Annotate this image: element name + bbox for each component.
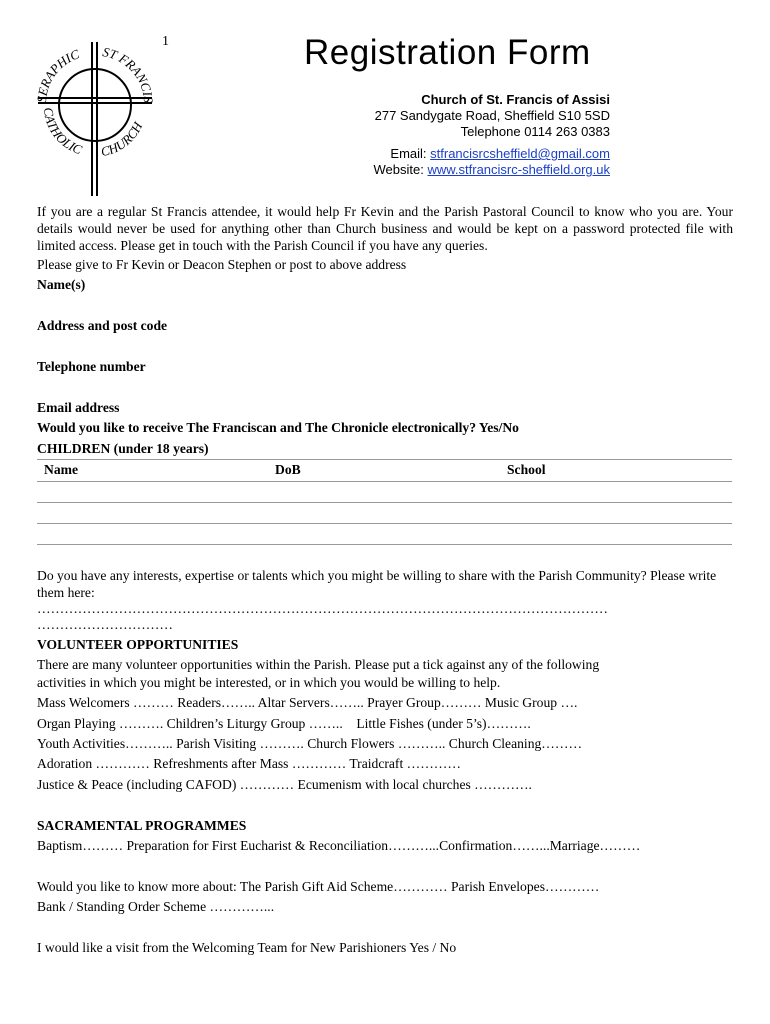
logo-text-bottom-left: CATHOLIC [40, 106, 85, 158]
interests-question: Do you have any interests, expertise or talents which you might be willing to share with the Parish Community? Please write them here: [37, 568, 717, 600]
address-label: Address and post code [37, 318, 168, 333]
interests-dots-line: ………………………… [37, 617, 173, 632]
volunteer-intro: activities in which you might be interested, or in which you would be willing to help. [37, 675, 501, 690]
email-label-field: Email address [37, 400, 120, 415]
page-title: Registration Form [304, 33, 591, 72]
names-label: Name(s) [37, 277, 86, 292]
email-link[interactable]: stfrancisrcsheffield@gmail.com [430, 146, 610, 161]
children-heading: CHILDREN (under 18 years) [37, 441, 209, 456]
electronic-question: Would you like to receive The Franciscan and The Chronicle electronically? Yes/No [37, 420, 519, 435]
children-row-rule [37, 544, 732, 545]
website-label: Website: [373, 162, 428, 177]
children-row-rule [37, 523, 732, 524]
church-logo [30, 38, 160, 200]
church-email-row [390, 146, 610, 161]
church-website-row [374, 162, 611, 177]
children-col-name: Name [44, 462, 78, 477]
children-row-rule [37, 481, 732, 482]
children-table-top-rule [37, 459, 732, 460]
church-telephone: Telephone 0114 263 0383 [460, 124, 610, 139]
email-label: Email: [390, 146, 431, 161]
volunteer-options-row: Organ Playing ………. Children’s Liturgy Group …….. Little Fishes (under 5’s)………. [37, 716, 531, 731]
volunteer-options-row: Youth Activities……….. Parish Visiting ………. Church Flowers ……….. Church Cleaning……… [37, 736, 583, 751]
logo-text-top-right: ST FRANCIS [101, 44, 157, 104]
sacramental-heading: SACRAMENTAL PROGRAMMES [37, 818, 247, 833]
website-link[interactable]: www.stfrancisrc-sheffield.org.uk [427, 162, 610, 177]
volunteer-intro: There are many volunteer opportunities within the Parish. Please put a tick against any of the following [37, 657, 600, 672]
volunteer-heading: VOLUNTEER OPPORTUNITIES [37, 637, 239, 652]
logo-text-top-left: SERAPHIC [33, 46, 82, 104]
volunteer-options-row: Justice & Peace (including CAFOD) ………… Ecumenism with local churches …………. [37, 777, 532, 792]
church-address: 277 Sandygate Road, Sheffield S10 5SD [374, 108, 610, 123]
sacramental-options-row: Baptism……… Preparation for First Eucharist & Reconciliation………...Confirmation……...Marriage……… [37, 838, 641, 853]
children-col-school: School [507, 462, 546, 477]
visit-question: I would like a visit from the Welcoming Team for New Parishioners Yes / No [37, 940, 457, 955]
church-name: Church of St. Francis of Assisi [421, 92, 610, 107]
give-to-text: Please give to Fr Kevin or Deacon Stephen or post to above address [37, 257, 407, 272]
page-number: 1 [162, 34, 169, 49]
volunteer-options-row: Adoration ………… Refreshments after Mass ………… Traidcraft ………… [37, 756, 461, 771]
children-row-rule [37, 502, 732, 503]
more-info-row: Would you like to know more about: The Parish Gift Aid Scheme………… Parish Envelopes………… [37, 879, 600, 894]
more-info-row: Bank / Standing Order Scheme …………... [37, 899, 275, 914]
children-col-dob: DoB [275, 462, 301, 477]
intro-paragraph: If you are a regular St Francis attendee, it would help Fr Kevin and the Parish Pastoral Council to know who you are. Your details would never be used for anything other than Church business and would be kept on a password protected file with limited access. Please get in touch with the Parish Council if you have any queries. [37, 204, 733, 253]
volunteer-options-row: Mass Welcomers ……… Readers…….. Altar Servers…….. Prayer Group……… Music Group …. [37, 695, 578, 710]
logo-text-bottom-right: CHURCH [99, 119, 146, 160]
telephone-label: Telephone number [37, 359, 146, 374]
interests-dots-line: ……………………………………………………………………………………………………………… [37, 601, 608, 616]
